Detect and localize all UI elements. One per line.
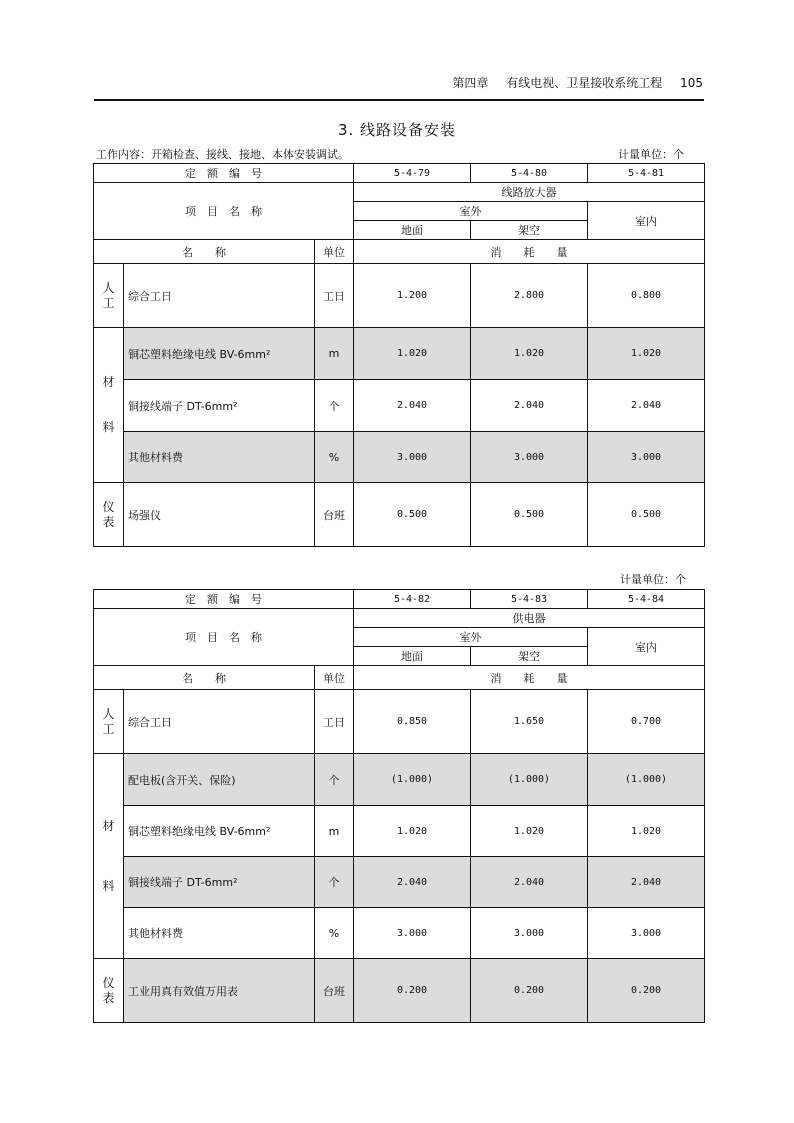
chapter-number: 第四章 (452, 76, 489, 90)
work-content: 工作内容：开箱检查、接线、接地、本体安装调试。 (96, 148, 349, 161)
section-title: 3. 线路设备安装 (337, 121, 457, 139)
header-rule (94, 99, 704, 101)
value-cell: 0.200 (588, 959, 705, 1023)
instrument-category: 仪 表 (94, 959, 124, 1023)
indoor-header: 室内 (588, 628, 705, 666)
group-header: 供电器 (354, 609, 705, 628)
row-unit: % (315, 432, 354, 483)
value-cell: 1.020 (354, 806, 471, 857)
outdoor-header: 室外 (354, 628, 588, 647)
table-row (94, 806, 705, 857)
value-cell: 0.500 (588, 483, 705, 547)
measure-unit-2: 计量单位：个 (620, 573, 686, 586)
instrument-category: 仪 表 (94, 483, 124, 547)
code-label: 定 额 编 号 (94, 590, 354, 609)
overhead-header: 架空 (471, 647, 588, 666)
item-name-label: 项 目 名 称 (94, 183, 354, 240)
value-cell: 2.040 (471, 857, 588, 908)
value-cell: 1.020 (471, 806, 588, 857)
value-cell: 2.040 (354, 857, 471, 908)
code-cell: 5-4-80 (471, 164, 588, 183)
table-row (94, 690, 705, 754)
unit-column-header: 单位 (315, 666, 354, 690)
code-cell: 5-4-79 (354, 164, 471, 183)
value-cell: 0.700 (588, 690, 705, 754)
value-cell: 2.040 (588, 380, 705, 432)
value-cell: 2.800 (471, 264, 588, 328)
labor-category: 人 工 (94, 264, 124, 328)
consumption-column-header: 消 耗 量 (354, 666, 705, 690)
table-row (94, 264, 705, 328)
row-name: 其他材料费 (124, 908, 315, 959)
row-unit: 个 (315, 857, 354, 908)
row-unit: m (315, 806, 354, 857)
labor-category: 人 工 (94, 690, 124, 754)
indoor-header: 室内 (588, 202, 705, 240)
value-cell: 1.020 (471, 328, 588, 380)
row-unit: % (315, 908, 354, 959)
row-name: 场强仪 (124, 483, 315, 547)
row-unit: 工日 (315, 264, 354, 328)
table-row (94, 908, 705, 959)
value-cell: 2.040 (588, 857, 705, 908)
value-cell: 3.000 (471, 908, 588, 959)
row-name: 铜接线端子 DT-6mm² (124, 380, 315, 432)
row-name: 铜芯塑料绝缘电线 BV-6mm² (124, 328, 315, 380)
value-cell: 1.200 (354, 264, 471, 328)
materials-category: 材 料 (94, 754, 124, 959)
ground-header: 地面 (354, 647, 471, 666)
row-unit: 个 (315, 380, 354, 432)
group-header: 线路放大器 (354, 183, 705, 202)
outdoor-header: 室外 (354, 202, 588, 221)
table-row (94, 328, 705, 380)
row-unit: 个 (315, 754, 354, 806)
row-name: 综合工日 (124, 264, 315, 328)
code-cell: 5-4-84 (588, 590, 705, 609)
value-cell: 3.000 (354, 432, 471, 483)
row-unit: 台班 (315, 959, 354, 1023)
materials-category: 材 料 (94, 328, 124, 483)
row-name: 铜接线端子 DT-6mm² (124, 857, 315, 908)
row-unit: 台班 (315, 483, 354, 547)
value-cell: 0.200 (354, 959, 471, 1023)
value-cell: 0.800 (588, 264, 705, 328)
value-cell: 3.000 (588, 432, 705, 483)
value-cell: 0.200 (471, 959, 588, 1023)
value-cell: 1.020 (588, 328, 705, 380)
value-cell: 2.040 (471, 380, 588, 432)
quota-table-1 (93, 163, 705, 547)
row-name: 工业用真有效值万用表 (124, 959, 315, 1023)
value-cell: 0.500 (471, 483, 588, 547)
table-row (94, 754, 705, 806)
code-cell: 5-4-81 (588, 164, 705, 183)
row-name: 配电板(含开关、保险) (124, 754, 315, 806)
code-label: 定 额 编 号 (94, 164, 354, 183)
table-row (94, 959, 705, 1023)
page-header (94, 74, 703, 92)
row-name: 铜芯塑料绝缘电线 BV-6mm² (124, 806, 315, 857)
table-row (94, 857, 705, 908)
value-cell: 0.850 (354, 690, 471, 754)
quota-table-2 (93, 589, 705, 1023)
value-cell: 0.500 (354, 483, 471, 547)
code-cell: 5-4-83 (471, 590, 588, 609)
code-cell: 5-4-82 (354, 590, 471, 609)
ground-header: 地面 (354, 221, 471, 240)
value-cell: (1.000) (588, 754, 705, 806)
consumption-column-header: 消 耗 量 (354, 240, 705, 264)
table-row (94, 483, 705, 547)
name-column-header: 名 称 (94, 240, 315, 264)
row-unit: 工日 (315, 690, 354, 754)
value-cell: 1.020 (354, 328, 471, 380)
row-unit: m (315, 328, 354, 380)
unit-column-header: 单位 (315, 240, 354, 264)
chapter-title: 有线电视、卫星接收系统工程 (506, 76, 663, 90)
value-cell: 1.020 (588, 806, 705, 857)
row-name: 其他材料费 (124, 432, 315, 483)
table-row (94, 380, 705, 432)
value-cell: 1.650 (471, 690, 588, 754)
name-column-header: 名 称 (94, 666, 315, 690)
item-name-label: 项 目 名 称 (94, 609, 354, 666)
value-cell: 2.040 (354, 380, 471, 432)
value-cell: (1.000) (471, 754, 588, 806)
overhead-header: 架空 (471, 221, 588, 240)
table-row (94, 432, 705, 483)
value-cell: 3.000 (588, 908, 705, 959)
value-cell: 3.000 (354, 908, 471, 959)
page-number: 105 (680, 76, 703, 90)
value-cell: 3.000 (471, 432, 588, 483)
value-cell: (1.000) (354, 754, 471, 806)
row-name: 综合工日 (124, 690, 315, 754)
measure-unit-1: 计量单位：个 (618, 148, 684, 161)
